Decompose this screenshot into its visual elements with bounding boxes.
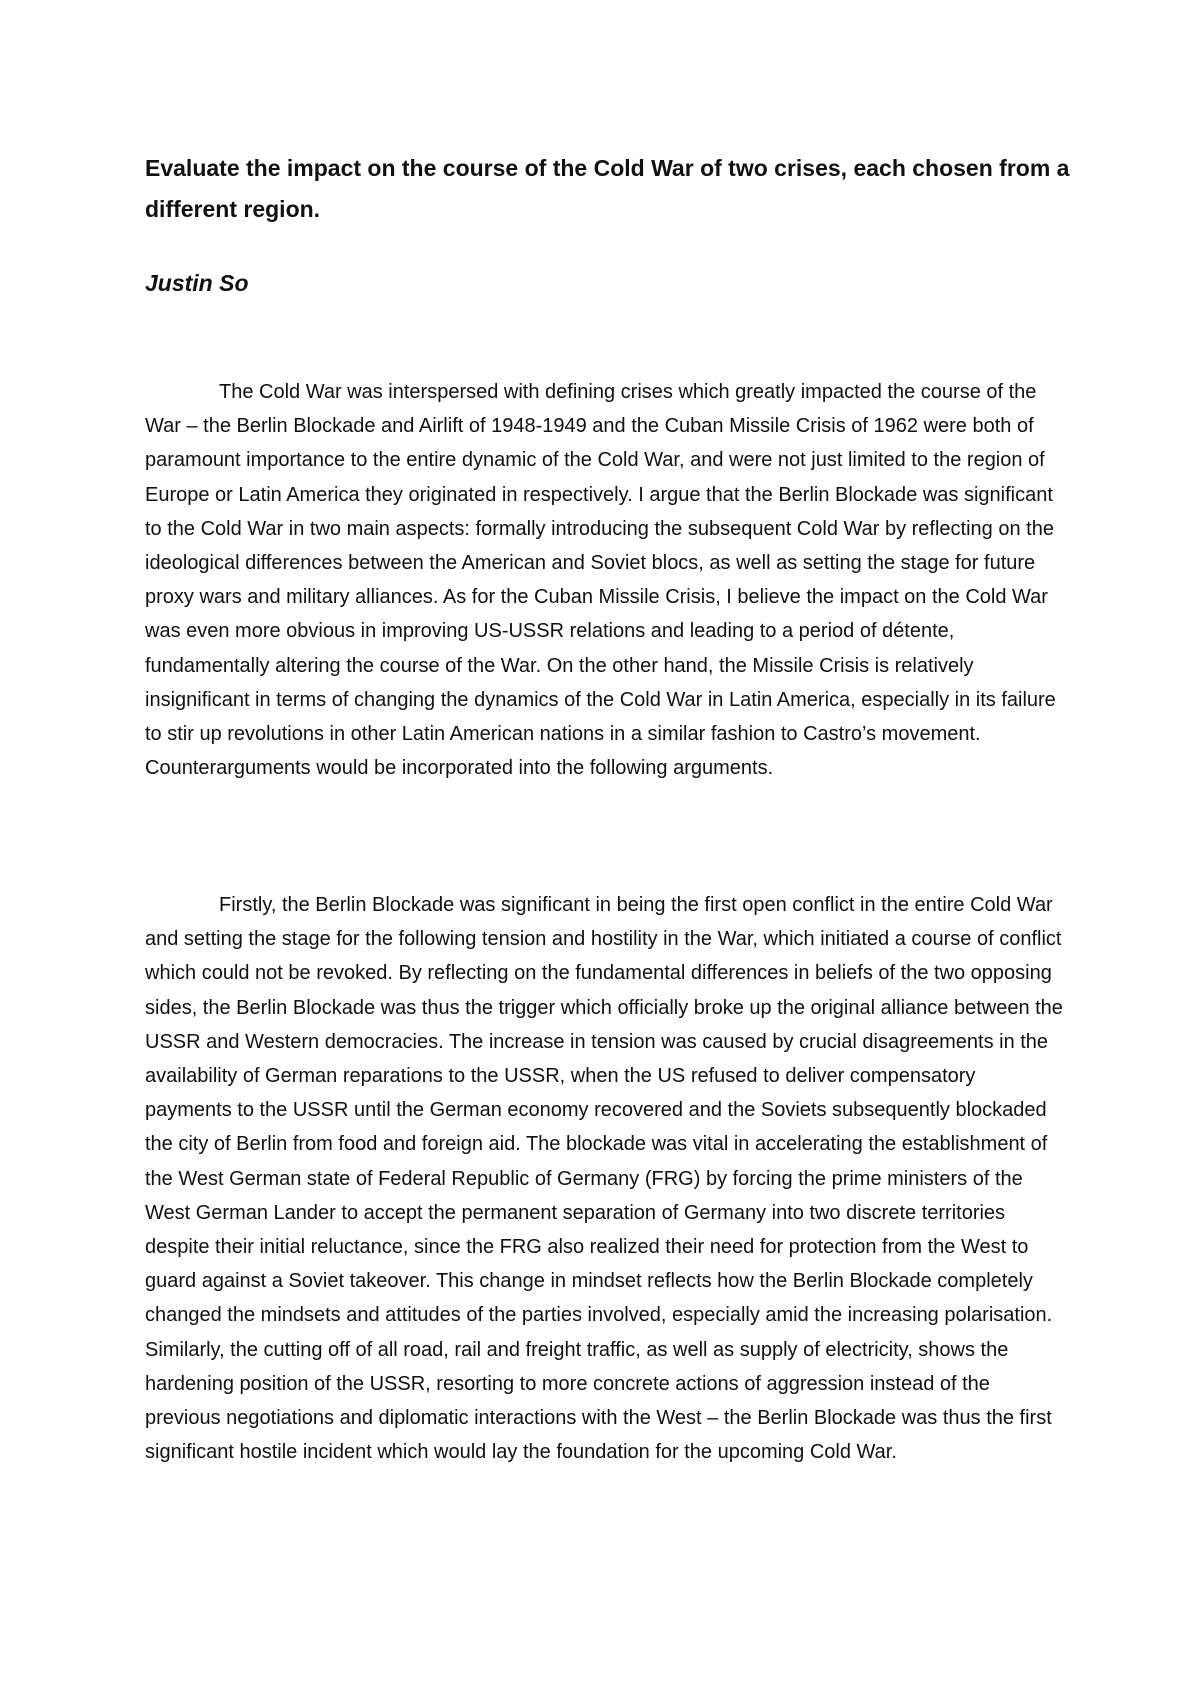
author-name: Justin So	[145, 270, 249, 296]
paragraph-berlin-blockade: Firstly, the Berlin Blockade was significant in being the first open conflict in the entire Cold War and setting the stage for the following tension and hostility in the War, which initiated a course of conflict which could not be revoked. By reflecting on the fundamental differences in beliefs of the two opposing sides, the Berlin Blockade was thus the trigger which officially broke up the original alliance between the USSR and Western democracies. The increase in tension was caused by crucial disagreements in the availability of German reparations to the USSR, when the US refused to deliver compensatory payments to the USSR until the German economy recovered and the Soviets subsequently blockaded the city of Berlin from food and foreign aid. The blockade was vital in accelerating the establishment of the West German state of Federal Republic of Germany (FRG) by forcing the prime ministers of the West German Lander to accept the permanent separation of Germany into two discrete territories despite their initial reluctance, since the FRG also realized their need for protection from the West to guard against a Soviet takeover. This change in mindset reflects how the Berlin Blockade completely changed the mindsets and attitudes of the parties involved, especially amid the increasing polarisation. Similarly, the cutting off of all road, rail and freight traffic, as well as supply of electricity, shows the hardening position of the USSR, resorting to more concrete actions of aggression instead of the previous negotiations and diplomatic interactions with the West – the Berlin Blockade was thus the first significant hostile incident which would lay the foundation for the upcoming Cold War.	[145, 894, 1063, 1464]
essay-title: Evaluate the impact on the course of the Cold War of two crises, each chosen from a different region.	[145, 155, 1070, 222]
paragraph-introduction: The Cold War was interspersed with defining crises which greatly impacted the course of the War – the Berlin Blockade and Airlift of 1948-1949 and the Cuban Missile Crisis of 1962 were both of paramount importance to the entire dynamic of the Cold War, and were not just limited to the region of Europe or Latin America they originated in respectively. I argue that the Berlin Blockade was significant to the Cold War in two main aspects: formally introducing the subsequent Cold War by reflecting on the ideological differences between the American and Soviet blocs, as well as setting the stage for future proxy wars and military alliances. As for the Cuban Missile Crisis, I believe the impact on the Cold War was even more obvious in improving US-USSR relations and leading to a period of détente, fundamentally altering the course of the War. On the other hand, the Missile Crisis is relatively insignificant in terms of changing the dynamics of the Cold War in Latin America, especially in its failure to stir up revolutions in other Latin American nations in a similar fashion to Castro’s movement. Counterarguments would be incorporated into the following arguments.	[145, 381, 1056, 780]
